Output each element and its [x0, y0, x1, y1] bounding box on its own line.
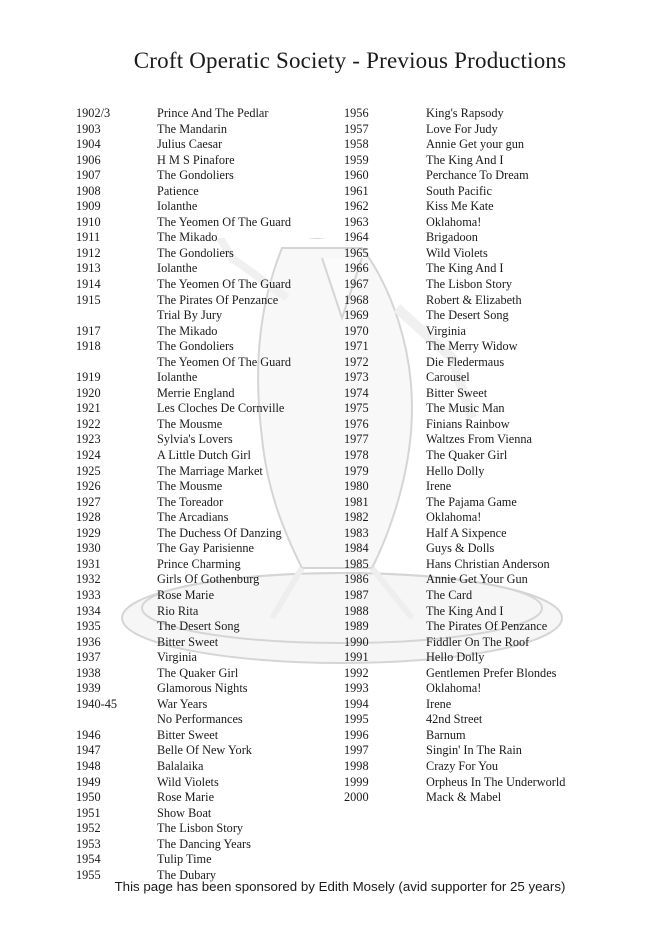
production-year: 1929	[76, 525, 101, 540]
production-year: 1968	[344, 292, 369, 307]
production-title: The Desert Song	[157, 619, 240, 634]
production-year: 1937	[76, 650, 101, 665]
production-year: 1956	[344, 106, 369, 120]
production-title: Orpheus In The Underworld	[426, 774, 566, 789]
production-title: Patience	[157, 183, 199, 198]
production-year: 1980	[344, 479, 369, 494]
production-year: 1909	[76, 199, 101, 214]
production-year: 1965	[344, 245, 369, 260]
production-title: The Pajama Game	[426, 494, 517, 509]
production-title: The Yeomen Of The Guard	[157, 277, 291, 292]
production-title: War Years	[157, 696, 208, 711]
production-year: 1960	[344, 168, 369, 183]
production-year: 1911	[76, 230, 101, 245]
production-title: The Yeomen Of The Guard	[157, 354, 291, 369]
production-title: Virginia	[157, 650, 198, 665]
production-title: H M S Pinafore	[157, 152, 235, 167]
production-year: 1974	[344, 385, 369, 400]
production-title: Sylvia's Lovers	[157, 432, 233, 447]
production-title: A Little Dutch Girl	[157, 448, 251, 463]
production-year: 1952	[76, 821, 101, 836]
production-year: 1915	[76, 292, 101, 307]
production-title: Hans Christian Anderson	[426, 556, 550, 571]
production-year: 1967	[344, 277, 369, 292]
production-year: 1949	[76, 774, 101, 789]
production-year: 1979	[344, 463, 369, 478]
production-title: Glamorous Nights	[157, 681, 248, 696]
production-title: The Dancing Years	[157, 836, 251, 851]
production-year: 1946	[76, 727, 101, 742]
production-year: 1904	[76, 137, 101, 152]
production-year: 1936	[76, 634, 101, 649]
production-year: 1923	[76, 432, 101, 447]
production-year: 1903	[76, 121, 101, 136]
production-year: 1991	[344, 650, 369, 665]
production-year: 1985	[344, 556, 369, 571]
production-year: 1970	[344, 323, 369, 338]
production-title: Waltzes From Vienna	[426, 432, 532, 447]
production-year: 1982	[344, 510, 369, 525]
production-title: Finians Rainbow	[426, 416, 510, 431]
production-year: 1921	[76, 401, 101, 416]
production-title: The Quaker Girl	[426, 448, 508, 463]
production-year: 1978	[344, 448, 369, 463]
production-year: 1927	[76, 494, 101, 509]
production-year: 1962	[344, 199, 369, 214]
production-title: Rose Marie	[157, 790, 215, 805]
production-title: Show Boat	[157, 805, 212, 820]
production-year: 1990	[344, 634, 369, 649]
production-year: 1975	[344, 401, 369, 416]
production-year: 1995	[344, 712, 369, 727]
production-title: Tulip Time	[157, 852, 212, 867]
production-year: 1969	[344, 308, 369, 323]
production-year: 1988	[344, 603, 369, 618]
production-title: The Merry Widow	[426, 339, 518, 354]
production-year: 1912	[76, 245, 101, 260]
production-title: South Pacific	[426, 183, 492, 198]
production-year: 1939	[76, 681, 101, 696]
production-year: 1984	[344, 541, 369, 556]
production-year: 1953	[76, 836, 101, 851]
production-year: 1958	[344, 137, 369, 152]
production-year: 1959	[344, 152, 369, 167]
production-title: Bitter Sweet	[157, 634, 219, 649]
production-title: The King And I	[426, 603, 504, 618]
production-year: 1954	[76, 852, 101, 867]
production-title: Iolanthe	[157, 370, 198, 385]
production-title: Rose Marie	[157, 587, 215, 602]
production-title: The Mikado	[157, 230, 218, 245]
production-title: Hello Dolly	[426, 650, 485, 665]
production-title: Belle Of New York	[157, 743, 252, 758]
production-title: Half A Sixpence	[426, 525, 507, 540]
production-title: The Mousme	[157, 416, 223, 431]
production-title: The Mandarin	[157, 121, 227, 136]
production-year: 1933	[76, 587, 101, 602]
production-title: Guys & Dolls	[426, 541, 495, 556]
production-year: 1976	[344, 416, 369, 431]
production-title: King's Rapsody	[426, 106, 504, 120]
production-title: Trial By Jury	[157, 308, 223, 323]
production-title: The Duchess Of Danzing	[157, 525, 282, 540]
production-title: The Lisbon Story	[426, 277, 513, 292]
production-title: The Desert Song	[426, 308, 509, 323]
production-title: Annie Get your gun	[426, 137, 525, 152]
production-title: Annie Get Your Gun	[426, 572, 528, 587]
production-title: Oklahoma!	[426, 510, 482, 525]
production-title: Wild Violets	[426, 245, 488, 260]
production-year: 1994	[344, 696, 369, 711]
production-year: 1993	[344, 681, 369, 696]
production-year: 1917	[76, 323, 101, 338]
production-year: 1983	[344, 525, 369, 540]
production-title: The Pirates Of Penzance	[157, 292, 279, 307]
production-title: Wild Violets	[157, 774, 219, 789]
production-title: Die Fledermaus	[426, 354, 505, 369]
production-year: 1950	[76, 790, 101, 805]
production-year: 1938	[76, 665, 101, 680]
production-title: Mack & Mabel	[426, 790, 502, 805]
production-title: The Pirates Of Penzance	[426, 619, 548, 634]
production-year: 1932	[76, 572, 101, 587]
production-title: Iolanthe	[157, 199, 198, 214]
production-title: Gentlemen Prefer Blondes	[426, 665, 557, 680]
production-title: The Yeomen Of The Guard	[157, 214, 291, 229]
production-title: The Lisbon Story	[157, 821, 244, 836]
production-title: The Music Man	[426, 401, 505, 416]
production-title: Fiddler On The Roof	[426, 634, 530, 649]
production-year: 1902/3	[76, 106, 111, 120]
production-title: The Gondoliers	[157, 339, 234, 354]
production-title: Barnum	[426, 727, 466, 742]
production-title: Balalaika	[157, 758, 204, 773]
production-year: 1948	[76, 758, 101, 773]
sponsor-note: This page has been sponsored by Edith Mosely (avid supporter for 25 years)	[114, 879, 566, 894]
production-title: The Dubary	[157, 867, 217, 882]
production-year: 1957	[344, 121, 369, 136]
production-title: The Quaker Girl	[157, 665, 239, 680]
production-title: The Gay Parisienne	[157, 541, 254, 556]
production-title: Irene	[426, 479, 452, 494]
production-year: 1906	[76, 152, 101, 167]
production-year: 1908	[76, 183, 101, 198]
production-year: 1922	[76, 416, 101, 431]
production-year: 1920	[76, 385, 101, 400]
production-title: Virginia	[426, 323, 467, 338]
production-year: 1925	[76, 463, 101, 478]
production-title: Oklahoma!	[426, 214, 482, 229]
production-title: The Arcadians	[157, 510, 229, 525]
production-year: 1955	[76, 867, 101, 882]
production-year: 1997	[344, 743, 369, 758]
production-title: Bitter Sweet	[426, 385, 488, 400]
production-title: The King And I	[426, 152, 504, 167]
production-year: 1918	[76, 339, 101, 354]
production-year: 1913	[76, 261, 101, 276]
production-year: 1963	[344, 214, 369, 229]
production-title: Robert & Elizabeth	[426, 292, 522, 307]
production-year: 1981	[344, 494, 369, 509]
production-year: 1996	[344, 727, 369, 742]
production-title: Hello Dolly	[426, 463, 485, 478]
production-year: 1947	[76, 743, 101, 758]
production-year: 1910	[76, 214, 101, 229]
production-title: The Toreador	[157, 494, 224, 509]
production-year: 1961	[344, 183, 369, 198]
production-title: The King And I	[426, 261, 504, 276]
production-title: The Mikado	[157, 323, 218, 338]
production-year: 1928	[76, 510, 101, 525]
production-year: 1919	[76, 370, 101, 385]
production-year: 1940-45	[76, 696, 117, 711]
production-year: 1931	[76, 556, 101, 571]
production-title: Iolanthe	[157, 261, 198, 276]
production-title: Merrie England	[157, 385, 235, 400]
production-title: Prince And The Pedlar	[157, 106, 269, 120]
production-title: Crazy For You	[426, 758, 499, 773]
production-year: 1924	[76, 448, 101, 463]
production-title: The Marriage Market	[157, 463, 263, 478]
production-year: 1935	[76, 619, 101, 634]
production-year: 1998	[344, 758, 369, 773]
page-title: Croft Operatic Society - Previous Productions	[133, 48, 567, 73]
production-year: 1907	[76, 168, 101, 183]
production-title: Carousel	[426, 370, 470, 385]
production-title: Brigadoon	[426, 230, 478, 245]
production-year: 1972	[344, 354, 369, 369]
production-title: Oklahoma!	[426, 681, 482, 696]
production-title: Rio Rita	[157, 603, 199, 618]
production-year: 1966	[344, 261, 369, 276]
production-title: No Performances	[157, 712, 243, 727]
production-title: Love For Judy	[426, 121, 498, 136]
production-year: 1987	[344, 587, 369, 602]
production-title: Perchance To Dream	[426, 168, 529, 183]
production-title: Les Cloches De Cornville	[157, 401, 285, 416]
production-title: The Mousme	[157, 479, 223, 494]
production-title: Julius Caesar	[157, 137, 223, 152]
production-year: 1930	[76, 541, 101, 556]
production-year: 1964	[344, 230, 369, 245]
production-title: Kiss Me Kate	[426, 199, 494, 214]
production-year: 1914	[76, 277, 101, 292]
production-year: 1934	[76, 603, 101, 618]
production-title: Bitter Sweet	[157, 727, 219, 742]
production-year: 1989	[344, 619, 369, 634]
production-year: 1951	[76, 805, 101, 820]
production-year: 1999	[344, 774, 369, 789]
production-title: 42nd Street	[426, 712, 483, 727]
production-year: 1971	[344, 339, 369, 354]
production-title: The Gondoliers	[157, 168, 234, 183]
production-title: The Card	[426, 587, 473, 602]
production-year: 1977	[344, 432, 369, 447]
production-title: Girls Of Gothenburg	[157, 572, 260, 587]
production-title: Prince Charming	[157, 556, 241, 571]
production-year: 1973	[344, 370, 369, 385]
production-year: 1992	[344, 665, 369, 680]
production-year: 1986	[344, 572, 369, 587]
production-title: The Gondoliers	[157, 245, 234, 260]
production-title: Singin' In The Rain	[426, 743, 522, 758]
production-title: Irene	[426, 696, 452, 711]
production-year: 1926	[76, 479, 101, 494]
production-year: 2000	[344, 790, 369, 805]
